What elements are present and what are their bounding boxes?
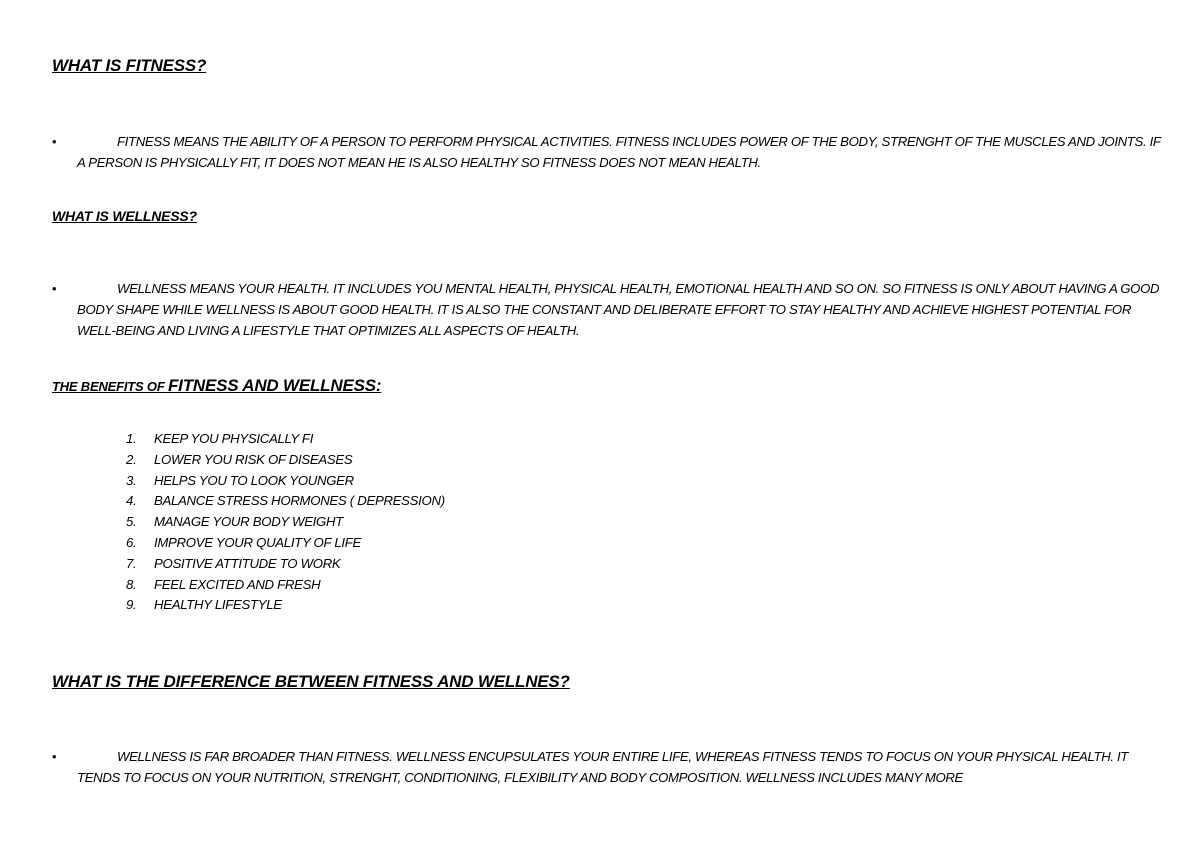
heading-what-is-fitness: WHAT IS FITNESS?: [52, 56, 207, 75]
list-item-label: HELPS YOU TO LOOK YOUNGER: [154, 472, 354, 488]
list-item-number: 2.: [126, 451, 137, 467]
list-item-label: FEEL EXCITED AND FRESH: [154, 576, 321, 592]
list-item-label: MANAGE YOUR BODY WEIGHT: [154, 514, 343, 530]
bullet-icon: •: [52, 749, 57, 764]
list-item: [126, 429, 445, 450]
heading-difference: WHAT IS THE DIFFERENCE BETWEEN FITNESS AND WELLNES?: [52, 672, 570, 691]
list-item-label: HEALTHY LIFESTYLE: [154, 597, 282, 613]
list-item-label: KEEP YOU PHYSICALLY FI: [154, 431, 314, 446]
list-item-number: 3.: [126, 472, 137, 488]
paragraph-difference-text: WELLNESS IS FAR BROADER THAN FITNESS. WELLNESS ENCUPSULATES YOUR ENTIRE LIFE, WHEREAS FITNESS TENDS TO FOCUS ON YOUR PHYSICAL HEALTH. IT TENDS TO FOCUS ON YOUR NUTRITION, STRENGHT, CONDITIONING, FLEXIBILITY AND BODY COMPOSITION. WELLNESS INCLUDES MANY MORE: [77, 749, 1129, 785]
paragraph-wellness-text: WELLNESS MEANS YOUR HEALTH. IT INCLUDES YOU MENTAL HEALTH, PHYSICAL HEALTH, EMOTIONAL HEALTH AND SO ON. SO FITNESS IS ONLY ABOUT HAVING A GOOD BODY SHAPE WHILE WELLNESS IS ABOUT GOOD HEALTH. IT IS ALSO THE CONSTANT AND DELIBERATE EFFORT TO STAY HEALTHY AND ACHIEVE HIGHEST POTENTIAL FOR WELL-BEING AND LIVING A LIFESTYLE THAT OPTIMIZES ALL ASPECTS OF HEALTH.: [77, 281, 1160, 338]
heading-benefits-main: FITNESS AND WELLNESS:: [167, 376, 382, 395]
list-item-number: 8.: [126, 576, 137, 592]
list-item: [126, 595, 445, 616]
list-item: [126, 575, 445, 596]
list-item-label: LOWER YOU RISK OF DISEASES: [154, 451, 353, 467]
bullet-icon: •: [52, 281, 57, 296]
list-item-label: IMPROVE YOUR QUALITY OF LIFE: [154, 534, 362, 550]
paragraph-fitness-text: FITNESS MEANS THE ABILITY OF A PERSON TO PERFORM PHYSICAL ACTIVITIES. FITNESS INCLUDES POWER OF THE BODY, STRENGHT OF THE MUSCLES AND JOINTS. IF A PERSON IS PHYSICALLY FIT, IT DOES NOT MEAN HE IS ALSO HEALTHY SO FITNESS DOES NOT MEAN HEALTH.: [77, 134, 1161, 170]
heading-benefits-prefix: THE BENEFITS OF: [52, 379, 168, 394]
list-item-number: 4.: [126, 493, 137, 509]
benefits-list: [126, 429, 445, 616]
heading-benefits: [52, 376, 381, 396]
list-item-number: 6.: [126, 534, 137, 550]
list-item-number: 5.: [126, 514, 137, 530]
list-item-number: 7.: [126, 555, 137, 571]
list-item-number: 1.: [126, 431, 137, 446]
bullet-icon: •: [52, 134, 57, 149]
list-item: [126, 471, 445, 492]
list-item: [126, 512, 445, 533]
paragraph-difference: [52, 746, 1162, 788]
list-item: [126, 533, 445, 554]
list-item-number: 9.: [126, 597, 137, 613]
list-item: [126, 491, 445, 512]
list-item-label: BALANCE STRESS HORMONES ( DEPRESSION): [154, 493, 445, 509]
heading-what-is-wellness: WHAT IS WELLNESS?: [52, 208, 197, 224]
list-item: [126, 450, 445, 471]
paragraph-wellness: [52, 278, 1162, 341]
list-item: [126, 554, 445, 575]
list-item-label: POSITIVE ATTITUDE TO WORK: [154, 555, 341, 571]
paragraph-fitness: [52, 131, 1162, 173]
